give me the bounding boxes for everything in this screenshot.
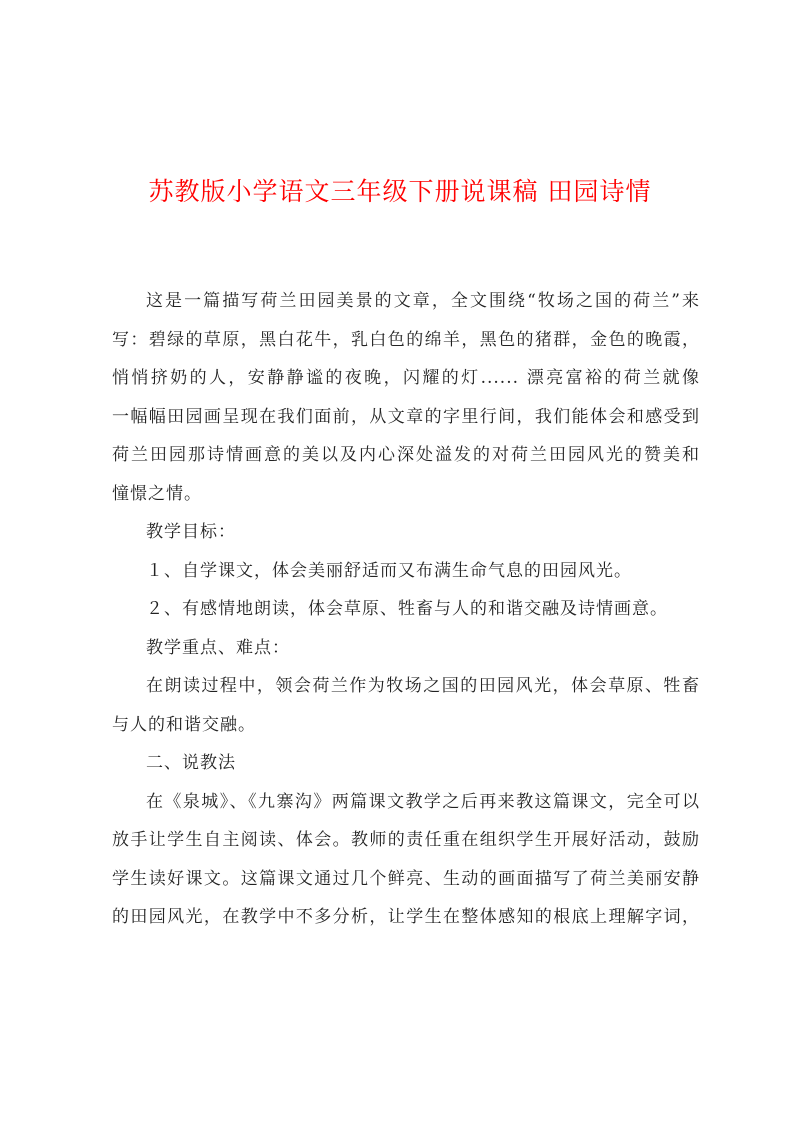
section-heading-teaching-method: 二、说教法	[146, 753, 236, 773]
paragraph-line: 悄悄挤奶的人，安静静谧的夜晚，闪耀的灯...... 漂亮富裕的荷兰就像	[112, 368, 700, 388]
paragraph-line: 一幅幅田园画呈现在我们面前，从文章的字里行间，我们能体会和感受到	[112, 406, 700, 427]
paragraph-line: 憧憬之情。	[112, 483, 202, 504]
paragraph-line: 学生读好课文。这篇课文通过几个鲜亮、生动的画面描写了荷兰美丽安静	[112, 868, 700, 889]
paragraph-line: 的田园风光，在教学中不多分析，让学生在整体感知的根底上理解字词，	[112, 907, 700, 927]
objective-item: １、自学课文，体会美丽舒适而又布满生命气息的田园风光。	[146, 560, 632, 581]
paragraph-line: 放手让学生自主阅读、体会。教师的责任重在组织学生开展好活动，鼓励	[112, 830, 700, 850]
paragraph-line: 与人的和谐交融。	[112, 714, 256, 735]
document-title: 苏教版小学语文三年级下册说课稿 田园诗情	[148, 177, 652, 206]
paragraph-line: 写：碧绿的草原，黑白花牛，乳白色的绵羊，黑色的猪群，金色的晚霞，	[112, 329, 700, 350]
section-heading-objectives: 教学目标：	[146, 522, 236, 542]
paragraph-line: 荷兰田园那诗情画意的美以及内心深处溢发的对荷兰田园风光的赞美和	[112, 445, 700, 465]
section-heading-key-points: 教学重点、难点：	[146, 637, 290, 658]
paragraph-line: 在朗读过程中，领会荷兰作为牧场之国的田园风光，体会草原、牲畜	[146, 676, 700, 696]
objective-item: ２、有感情地朗读，体会草原、牲畜与人的和谐交融及诗情画意。	[146, 599, 668, 619]
paragraph-line: 在《泉城》、《九寨沟》两篇课文教学之后再来教这篇课文，完全可以	[146, 791, 700, 812]
document-body	[112, 282, 700, 937]
paragraph-line: 这是一篇描写荷兰田园美景的文章，全文围绕“牧场之国的荷兰”来	[146, 291, 700, 311]
